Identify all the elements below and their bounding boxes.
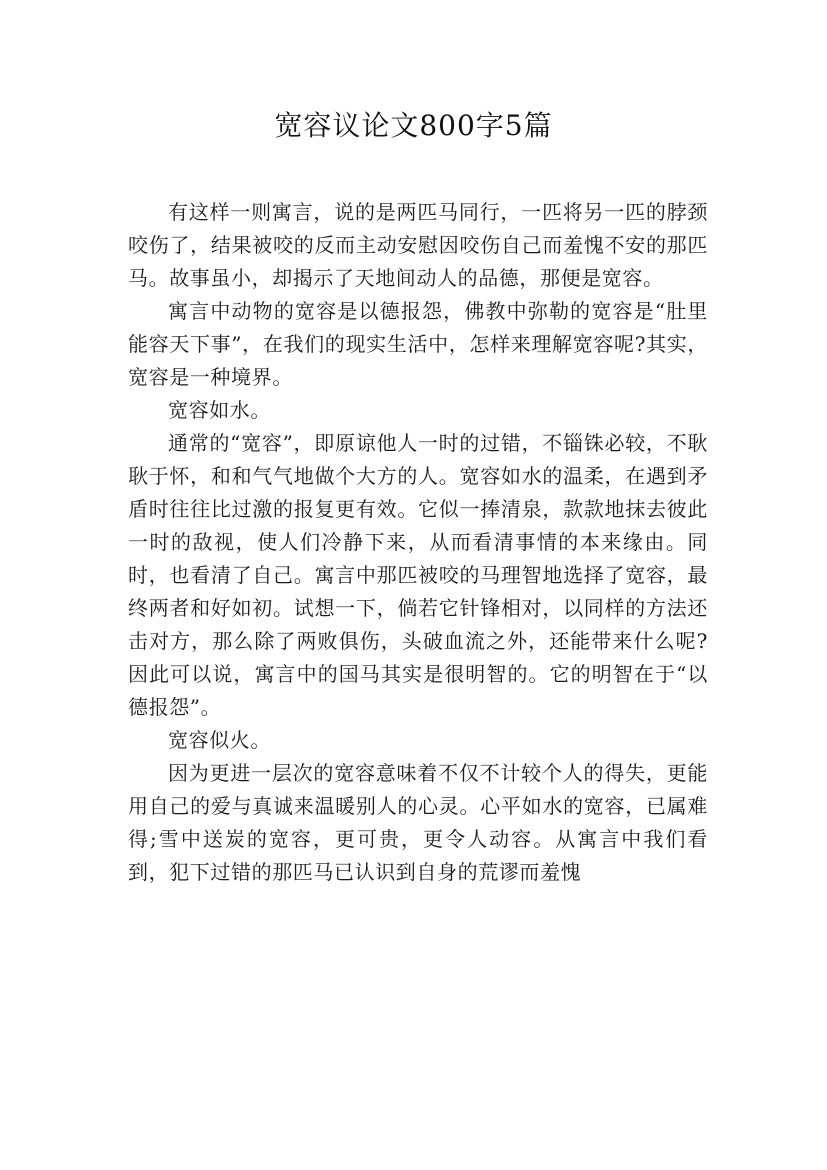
paragraph-2: 寓言中动物的宽容是以德报怨，佛教中弥勒的宽容是“肚里能容天下事”，在我们的现实生活中，怎样来理解宽容呢?其实，宽容是一种境界。 [128, 299, 708, 389]
paragraph-4: 通常的“宽容”，即原谅他人一时的过错，不锱铢必较，不耿耿于怀，和和气气地做个大方的人。宽容如水的温柔，在遇到矛盾时往往比过激的报复更有效。它似一捧清泉，款款地抹去彼此一时的敌视，使人们冷静下来，从而看清事情的本来缘由。同时，也看清了自己。寓言中那匹被咬的马理智地选择了宽容，最终两者和好如初。试想一下，倘若它针锋相对，以同样的方法还击对方，那么除了两败俱伤，头破血流之外，还能带来什么呢?因此可以说，寓言中的国马其实是很明智的。它的明智在于“以德报怨”。 [128, 431, 708, 719]
paragraph-5: 宽容似火。 [168, 728, 271, 752]
paragraph-6: 因为更进一层次的宽容意味着不仅不计较个人的得失，更能用自己的爱与真诚来温暖别人的心灵。心平如水的宽容，已属难得;雪中送炭的宽容，更可贵，更令人动容。从寓言中我们看到，犯下过错的那匹马已认识到自身的荒谬而羞愧 [128, 761, 708, 884]
paragraph-3: 宽容如水。 [168, 398, 271, 422]
document-body [128, 196, 708, 889]
document-title: 宽容议论文800字5篇 [274, 109, 553, 142]
paragraph-1: 有这样一则寓言，说的是两匹马同行，一匹将另一匹的脖颈咬伤了，结果被咬的反而主动安慰因咬伤自己而羞愧不安的那匹马。故事虽小，却揭示了天地间动人的品德，那便是宽容。 [128, 200, 708, 290]
